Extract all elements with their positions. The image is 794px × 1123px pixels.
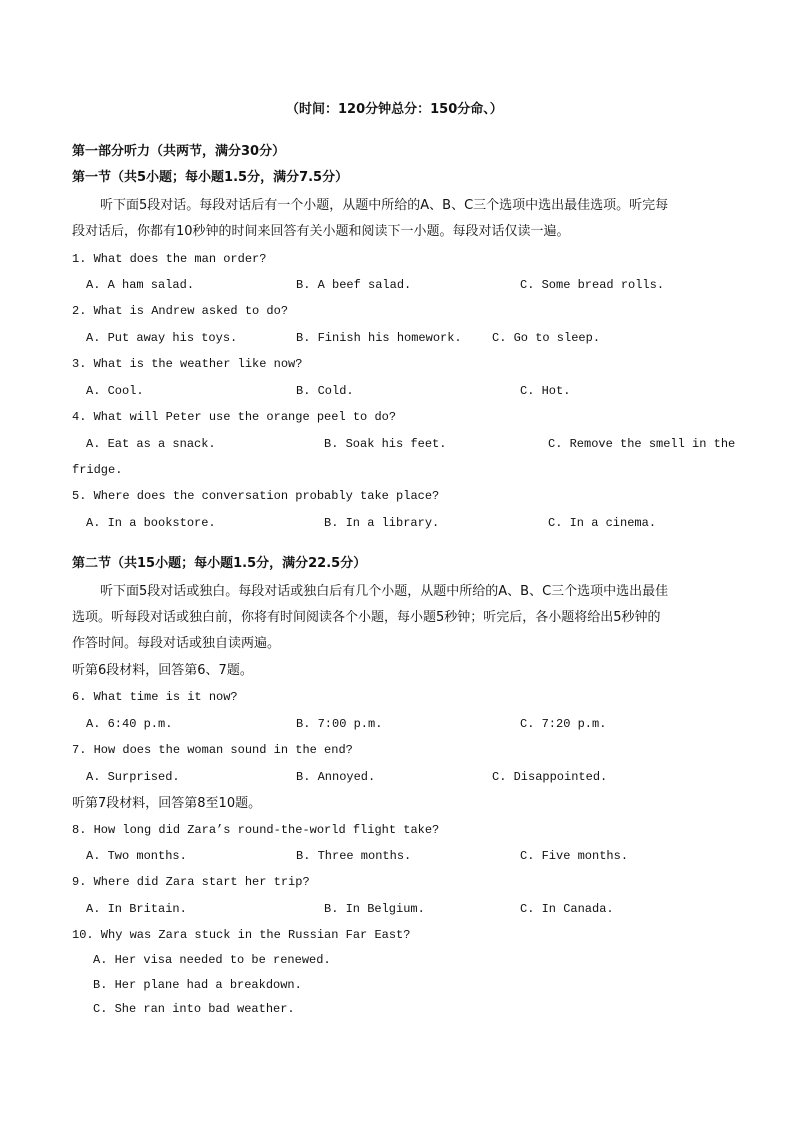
- question-7: 7. How does the woman sound in the end?: [72, 743, 353, 757]
- q9-option-b: B. In Belgium.: [324, 902, 425, 916]
- q3-option-c: C. Hot.: [520, 384, 571, 398]
- q7-option-a: A. Surprised.: [86, 770, 180, 784]
- q4-option-b: B. Soak his feet.: [324, 437, 447, 451]
- question-6: 6. What time is it now?: [72, 690, 238, 704]
- q4-option-c-continued: fridge.: [72, 463, 123, 477]
- section1-title: 第一节（共5小题；每小题1.5分，满分7.5分）: [72, 170, 349, 185]
- question-10: 10. Why was Zara stuck in the Russian Far East?: [72, 928, 411, 942]
- exam-header: （时间：120分钟总分：150分命、）: [286, 102, 503, 117]
- q6-option-c: C. 7:20 p.m.: [520, 717, 607, 731]
- q6-option-a: A. 6:40 p.m.: [86, 717, 173, 731]
- question-3: 3. What is the weather like now?: [72, 357, 303, 371]
- q10-option-c: C. She ran into bad weather.: [93, 1002, 295, 1016]
- question-2: 2. What is Andrew asked to do?: [72, 304, 289, 318]
- q7-option-b: B. Annoyed.: [296, 770, 376, 784]
- q9-option-c: C. In Canada.: [520, 902, 614, 916]
- q1-option-a: A. A ham salad.: [86, 278, 195, 292]
- q4-option-c: C. Remove the smell in the: [548, 437, 736, 451]
- q3-option-a: A. Cool.: [86, 384, 144, 398]
- material-7-heading: 听第7段材料，回答第8至10题。: [72, 796, 262, 811]
- question-4: 4. What will Peter use the orange peel to do?: [72, 410, 397, 424]
- q8-option-b: B. Three months.: [296, 849, 412, 863]
- q4-option-a: A. Eat as a snack.: [86, 437, 216, 451]
- q1-option-c: C. Some bread rolls.: [520, 278, 665, 292]
- section2-instruction-line3: 作答时间。每段对话或独自读两遍。: [72, 636, 281, 651]
- question-8: 8. How long did Zara’s round-the-world flight take?: [72, 823, 440, 837]
- q5-option-c: C. In a cinema.: [548, 516, 657, 530]
- section2-instruction-line1: 听下面5段对话或独白。每段对话或独白后有几个小题，从题中所给的A、B、C三个选项中选出最佳: [100, 584, 669, 599]
- q2-option-a: A. Put away his toys.: [86, 331, 238, 345]
- q10-option-b: B. Her plane had a breakdown.: [93, 978, 302, 992]
- q6-option-b: B. 7:00 p.m.: [296, 717, 383, 731]
- question-9: 9. Where did Zara start her trip?: [72, 875, 310, 889]
- question-1: 1. What does the man order?: [72, 252, 267, 266]
- section1-instruction-line1: 听下面5段对话。每段对话后有一个小题，从题中所给的A、B、C三个选项中选出最佳选项。听完每: [100, 198, 669, 213]
- section1-instruction-line2: 段对话后，你都有10秒钟的时间来回答有关小题和阅读下一小题。每段对话仅读一遍。: [72, 224, 570, 239]
- q3-option-b: B. Cold.: [296, 384, 354, 398]
- material-6-heading: 听第6段材料，回答第6、7题。: [72, 663, 253, 678]
- section2-title: 第二节（共15小题；每小题1.5分，满分22.5分）: [72, 556, 367, 571]
- question-5: 5. Where does the conversation probably take place?: [72, 489, 440, 503]
- q5-option-b: B. In a library.: [324, 516, 440, 530]
- q8-option-c: C. Five months.: [520, 849, 629, 863]
- q1-option-b: B. A beef salad.: [296, 278, 412, 292]
- q9-option-a: A. In Britain.: [86, 902, 187, 916]
- q5-option-a: A. In a bookstore.: [86, 516, 216, 530]
- q2-option-b: B. Finish his homework.: [296, 331, 462, 345]
- q8-option-a: A. Two months.: [86, 849, 187, 863]
- section2-instruction-line2: 选项。听每段对话或独白前，你将有时间阅读各个小题，每小题5秒钟；听完后，各小题将给出5秒钟的: [72, 610, 661, 625]
- q2-option-c: C. Go to sleep.: [492, 331, 601, 345]
- q7-option-c: C. Disappointed.: [492, 770, 608, 784]
- part1-title: 第一部分听力（共两节，满分30分）: [72, 144, 286, 159]
- q10-option-a: A. Her visa needed to be renewed.: [93, 953, 331, 967]
